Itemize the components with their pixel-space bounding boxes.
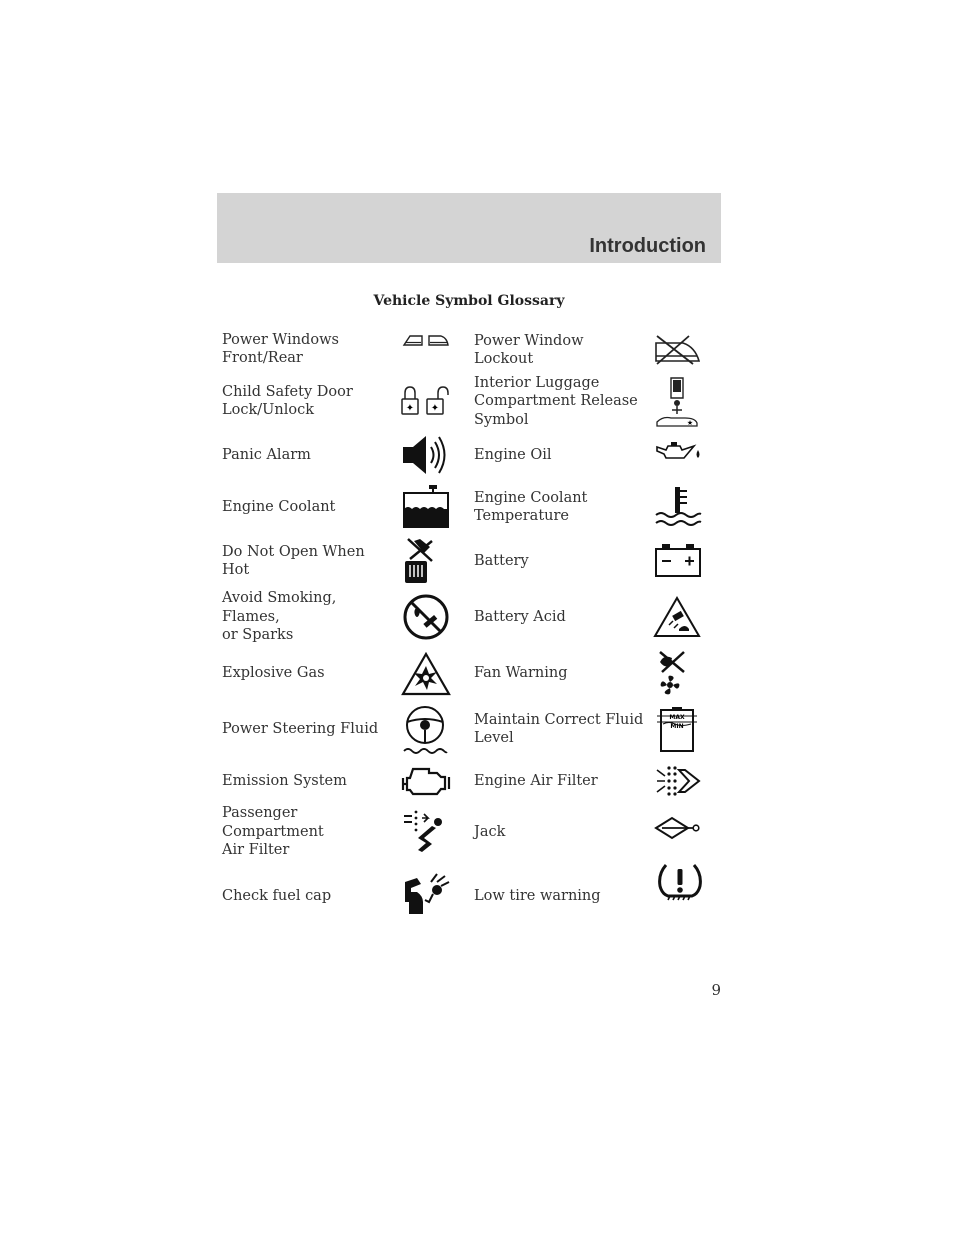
cabin-air-filter-icon [402,808,448,856]
glossary-label: Engine Oil [474,446,552,463]
page-number: 9 [711,981,721,999]
glossary-label: Engine Air Filter [474,772,598,789]
glossary-label: Engine Coolant [222,498,336,515]
battery-acid-icon [653,595,701,639]
fluid-level-min-label: MIN [670,723,684,730]
engine-oil-icon [654,440,704,464]
glossary-title: Vehicle Symbol Glossary [373,293,565,309]
glossary-label: Power Window Lockout [474,332,584,367]
power-window-lockout-icon [653,333,701,365]
jack-icon [654,815,702,841]
emission-system-icon [401,764,451,798]
glossary-label: Low tire warning [474,887,601,904]
explosive-gas-icon [401,652,451,696]
power-steering-fluid-icon [402,705,448,755]
svg-text:★: ★ [686,419,694,427]
coolant-temperature-icon [654,485,702,527]
fuel-cap-icon [401,872,451,916]
child-safety-lock-icon [400,384,452,416]
low-tire-warning-icon [656,862,704,904]
battery-icon [654,542,702,578]
glossary-label: Interior Luggage Compartment Release Symbol [474,374,638,428]
fan-warning-icon [656,650,688,698]
luggage-release-icon [655,376,699,428]
svg-text:✦: ✦ [405,403,415,414]
glossary-label: Explosive Gas [222,664,325,681]
glossary-label: Battery Acid [474,608,566,625]
glossary-label: Check fuel cap [222,887,332,904]
glossary-label: Battery [474,552,529,569]
engine-air-filter-icon [655,764,703,798]
glossary-label: Fan Warning [474,664,568,681]
glossary-label: Panic Alarm [222,446,311,463]
glossary-label: Power Windows Front/Rear [222,331,339,366]
glossary-label: Maintain Correct Fluid Level [474,711,644,746]
do-not-open-hot-icon [402,537,434,585]
section-title: Introduction [589,235,706,257]
glossary-label: Avoid Smoking, Flames, or Sparks [222,590,337,644]
glossary-label: Child Safety Door Lock/Unlock [222,383,353,418]
glossary-label: Engine Coolant Temperature [474,489,588,524]
power-windows-icon [402,333,450,347]
panic-alarm-icon [401,434,451,476]
section-header-band [217,193,721,263]
no-smoking-icon [401,593,451,641]
svg-text:✦: ✦ [430,403,440,414]
glossary-label: Power Steering Fluid [222,720,379,737]
fluid-level-icon [655,705,699,753]
glossary-label: Passenger Compartment Air Filter [222,805,324,859]
glossary-label: Emission System [222,772,347,789]
glossary-label: Do Not Open When Hot [222,543,365,578]
engine-coolant-icon [402,483,450,529]
glossary-label: Jack [474,823,506,840]
fluid-level-max-label: MAX [669,714,685,721]
